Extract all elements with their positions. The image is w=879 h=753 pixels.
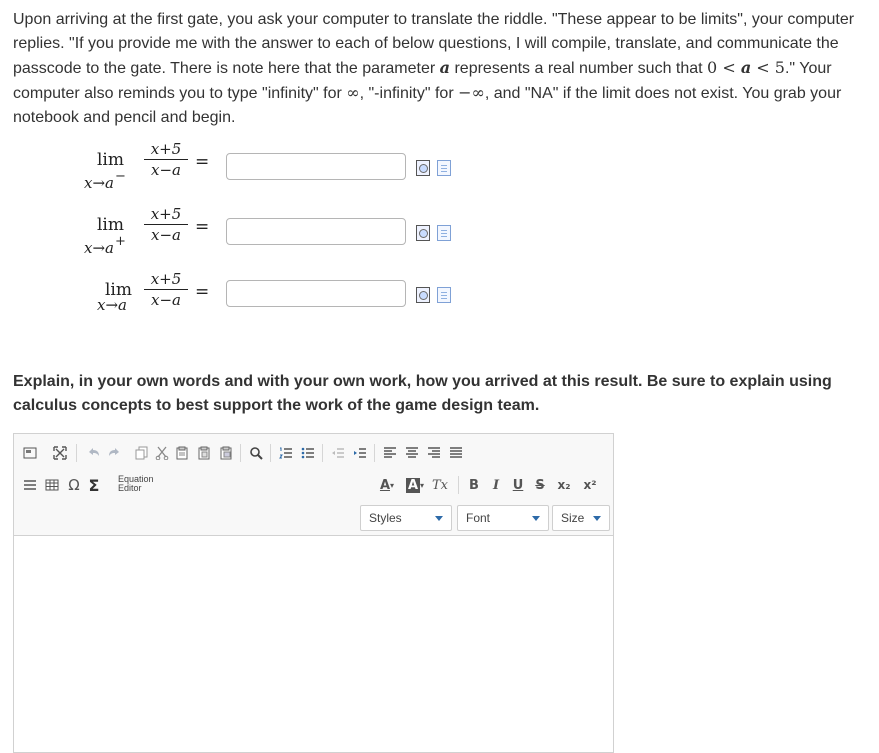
answer-input-left-limit[interactable] [226, 153, 406, 180]
numerator: x+5 [150, 270, 182, 288]
align-justify-icon[interactable] [446, 442, 466, 464]
intro-text-2: represents a real number such that [450, 60, 708, 77]
align-right-icon[interactable] [424, 442, 444, 464]
limit-row-left [0, 140, 480, 196]
answer-input-right-limit[interactable] [226, 218, 406, 245]
preview-icon[interactable] [416, 160, 430, 176]
equals-sign: = [195, 217, 210, 237]
background-color-button[interactable]: A ▾ [407, 477, 425, 493]
denominator: x−a [151, 161, 181, 179]
italic-button[interactable]: I [492, 477, 500, 493]
equals-sign: = [195, 152, 210, 172]
font-color-button[interactable]: A ▾ [379, 477, 395, 493]
preview-icon[interactable] [416, 287, 430, 303]
sigma-icon[interactable]: Σ [88, 475, 100, 495]
align-left-icon[interactable] [380, 442, 400, 464]
ineq-lt-1: < [717, 58, 741, 77]
intro-paragraph [13, 8, 858, 130]
ineq-five: 5 [774, 58, 785, 77]
ineq-zero: 0 [707, 58, 718, 77]
size-dropdown[interactable] [552, 505, 610, 531]
chevron-down-icon [532, 516, 540, 521]
limit-row-two-sided [0, 270, 480, 326]
paste-word-icon[interactable] [216, 442, 236, 464]
equation-editor-button[interactable]: Equation Editor [118, 474, 154, 493]
numerator: x+5 [150, 140, 182, 158]
paste-icon[interactable] [194, 442, 214, 464]
subscript-button[interactable]: x₂ [557, 478, 571, 492]
decrease-indent-icon[interactable] [328, 442, 348, 464]
explain-prompt: Explain, in your own words and with your own work, how you arrived at this result. Be sure to explain using calculus concepts to best support the work of the game design team. [13, 373, 832, 414]
numbered-list-icon[interactable] [276, 442, 296, 464]
lim-subscript: x→a [97, 296, 127, 314]
omega-icon[interactable]: Ω [68, 476, 80, 494]
bold-button[interactable]: B [469, 477, 479, 493]
styles-dropdown[interactable] [360, 505, 452, 531]
cut-icon[interactable] [152, 442, 172, 464]
infinity-symbol: ∞ [346, 83, 360, 102]
undo-icon[interactable] [84, 442, 104, 464]
lim-operator: lim [97, 215, 124, 235]
ineq-a: a [740, 58, 752, 77]
answer-input-two-sided-limit[interactable] [226, 280, 406, 307]
horizontal-line-icon[interactable] [20, 474, 40, 496]
numerator: x+5 [150, 205, 182, 223]
editor-text-area[interactable] [14, 536, 613, 752]
one-sided-marker: + [114, 234, 126, 249]
bulleted-list-icon[interactable] [298, 442, 318, 464]
intro-text-3: ." Your computer also reminds you to type "infinity" for [13, 60, 832, 102]
intro-text-4: , "-infinity" for [359, 85, 459, 102]
chevron-down-icon [593, 516, 601, 521]
size-dropdown-label: Size [561, 511, 585, 525]
lim-operator: lim [97, 150, 124, 170]
lim-subscript: x→a+ [84, 234, 126, 257]
rich-text-editor [13, 433, 614, 753]
one-sided-marker: − [114, 169, 126, 184]
syntax-help-icon[interactable] [437, 287, 451, 303]
denominator: x−a [151, 226, 181, 244]
styles-dropdown-label: Styles [369, 511, 402, 525]
syntax-help-icon[interactable] [437, 160, 451, 176]
search-icon[interactable] [246, 442, 266, 464]
denominator: x−a [151, 291, 181, 309]
preview-icon[interactable] [416, 225, 430, 241]
fraction [142, 205, 190, 244]
limit-row-right [0, 205, 480, 261]
copy-format-icon[interactable] [132, 442, 152, 464]
fraction [142, 270, 190, 309]
superscript-button[interactable]: x² [583, 478, 597, 492]
increase-indent-icon[interactable] [350, 442, 370, 464]
strikethrough-button[interactable]: S [535, 477, 545, 493]
maximize-icon[interactable] [50, 442, 70, 464]
ineq-lt-2: < [751, 58, 775, 77]
intro-text-1: Upon arriving at the first gate, you ask your computer to translate the riddle. "These appear to be limits", your computer replies. "If you provide me with the answer to each of below questions, I will compile, translate, and communicate the passcode to the gate. There is note here that the parameter [13, 11, 855, 77]
font-dropdown-label: Font [466, 511, 491, 525]
font-dropdown[interactable] [457, 505, 549, 531]
chevron-down-icon [435, 516, 443, 521]
editor-toolbar [14, 434, 613, 536]
table-icon[interactable] [42, 474, 62, 496]
underline-button[interactable]: U [512, 477, 524, 493]
align-center-icon[interactable] [402, 442, 422, 464]
neg-infinity-symbol: −∞ [458, 83, 485, 102]
lim-subscript: x→a− [84, 169, 126, 192]
syntax-help-icon[interactable] [437, 225, 451, 241]
equals-sign: = [195, 282, 210, 302]
intro-text-5: , and "NA" if the limit does not exist. You grab your notebook and pencil and begin. [13, 85, 842, 126]
remove-format-icon[interactable]: Tx [431, 477, 448, 493]
fraction [142, 140, 190, 179]
redo-icon[interactable] [104, 442, 124, 464]
source-icon[interactable] [20, 442, 40, 464]
parameter-a: a [439, 58, 451, 77]
lim-operator: lim [105, 280, 132, 300]
copy-icon[interactable] [172, 442, 192, 464]
